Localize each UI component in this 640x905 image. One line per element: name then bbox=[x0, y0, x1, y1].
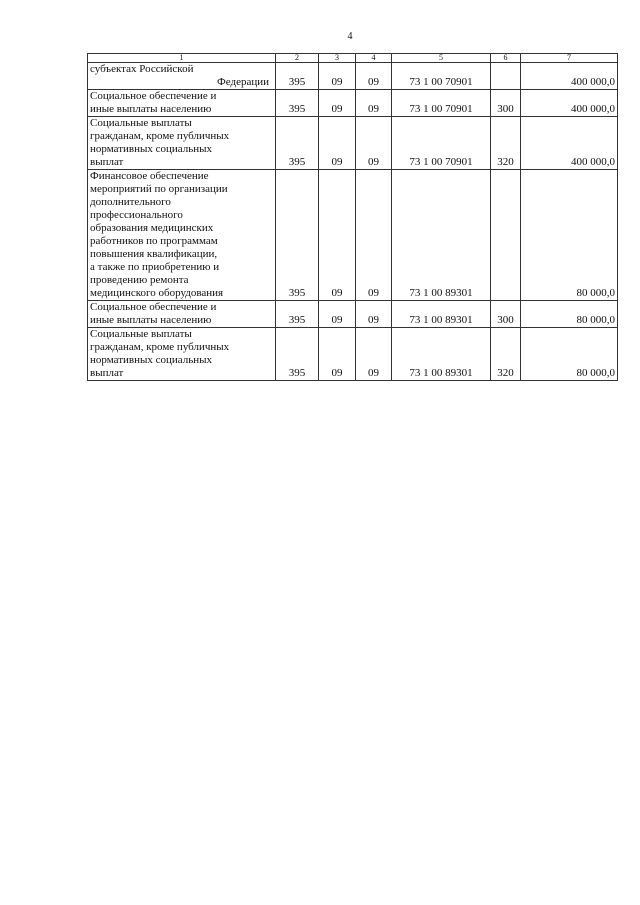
amount-cell: 400 000,0 bbox=[521, 63, 618, 90]
subsection-cell: 09 bbox=[356, 90, 392, 117]
row-name-line: выплат bbox=[90, 156, 124, 168]
header-col-6: 6 bbox=[491, 54, 521, 63]
row-name-line: нормативных социальных bbox=[90, 143, 213, 155]
admin-code-cell: 395 bbox=[276, 63, 319, 90]
table-row bbox=[88, 170, 618, 301]
row-name-line: работников по программам bbox=[90, 235, 218, 247]
row-name-line: повышения квалификации, bbox=[90, 248, 218, 260]
row-name-line: иные выплаты населению bbox=[90, 314, 212, 326]
row-name-line: Социальные выплаты bbox=[90, 328, 192, 340]
header-col-7: 7 bbox=[521, 54, 618, 63]
amount-cell: 80 000,0 bbox=[521, 301, 618, 328]
row-name-line: выплат bbox=[90, 367, 124, 379]
expense-type-cell: 320 bbox=[491, 117, 521, 170]
subsection-cell: 09 bbox=[356, 170, 392, 301]
header-col-5: 5 bbox=[392, 54, 491, 63]
section-cell: 09 bbox=[319, 170, 356, 301]
target-article-cell: 73 1 00 89301 bbox=[392, 301, 491, 328]
row-name-line: проведению ремонта bbox=[90, 274, 189, 286]
admin-code-cell: 395 bbox=[276, 117, 319, 170]
subsection-cell: 09 bbox=[356, 328, 392, 381]
table-row bbox=[88, 63, 618, 90]
row-name-line: мероприятий по организации bbox=[90, 183, 228, 195]
table-header bbox=[88, 54, 618, 63]
header-col-1: 1 bbox=[88, 54, 276, 63]
row-name-line: Финансовое обеспечение bbox=[90, 170, 209, 182]
admin-code-cell: 395 bbox=[276, 301, 319, 328]
row-name-cell bbox=[88, 117, 276, 170]
row-name-line: субъектах Российской bbox=[90, 63, 194, 75]
row-name-line: а также по приобретению и bbox=[90, 261, 220, 273]
target-article-cell: 73 1 00 89301 bbox=[392, 328, 491, 381]
section-cell: 09 bbox=[319, 117, 356, 170]
header-col-3: 3 bbox=[319, 54, 356, 63]
row-name-cell bbox=[88, 63, 276, 90]
row-name-cell bbox=[88, 170, 276, 301]
table-row bbox=[88, 328, 618, 381]
amount-cell: 400 000,0 bbox=[521, 117, 618, 170]
header-row bbox=[88, 54, 618, 63]
target-article-cell: 73 1 00 89301 bbox=[392, 170, 491, 301]
table-row bbox=[88, 301, 618, 328]
expense-type-cell bbox=[491, 170, 521, 301]
section-cell: 09 bbox=[319, 301, 356, 328]
row-name-line: образования медицинских bbox=[90, 222, 214, 234]
table-row bbox=[88, 90, 618, 117]
row-name-line: Социальные выплаты bbox=[90, 117, 192, 129]
section-cell: 09 bbox=[319, 90, 356, 117]
target-article-cell: 73 1 00 70901 bbox=[392, 117, 491, 170]
expense-type-cell: 320 bbox=[491, 328, 521, 381]
section-cell: 09 bbox=[319, 328, 356, 381]
row-name-cell bbox=[88, 90, 276, 117]
row-name-line: Федерации bbox=[217, 76, 269, 88]
section-cell: 09 bbox=[319, 63, 356, 90]
header-col-4: 4 bbox=[356, 54, 392, 63]
row-name-line: дополнительного bbox=[90, 196, 171, 208]
row-name-line: иные выплаты населению bbox=[90, 103, 212, 115]
row-name-line: Социальное обеспечение и bbox=[90, 301, 217, 313]
amount-cell: 400 000,0 bbox=[521, 90, 618, 117]
header-col-2: 2 bbox=[276, 54, 319, 63]
expense-type-cell: 300 bbox=[491, 90, 521, 117]
expense-type-cell bbox=[491, 63, 521, 90]
row-name-cell bbox=[88, 328, 276, 381]
budget-table bbox=[87, 53, 618, 381]
table-row bbox=[88, 117, 618, 170]
subsection-cell: 09 bbox=[356, 301, 392, 328]
admin-code-cell: 395 bbox=[276, 90, 319, 117]
admin-code-cell: 395 bbox=[276, 328, 319, 381]
row-name-line: гражданам, кроме публичных bbox=[90, 341, 230, 353]
row-name-line: Социальное обеспечение и bbox=[90, 90, 217, 102]
row-name-line: медицинского оборудования bbox=[90, 287, 224, 299]
row-name-line: профессионального bbox=[90, 209, 183, 221]
admin-code-cell: 395 bbox=[276, 170, 319, 301]
amount-cell: 80 000,0 bbox=[521, 328, 618, 381]
subsection-cell: 09 bbox=[356, 117, 392, 170]
row-name-line: гражданам, кроме публичных bbox=[90, 130, 230, 142]
row-name-cell bbox=[88, 301, 276, 328]
amount-cell: 80 000,0 bbox=[521, 170, 618, 301]
expense-type-cell: 300 bbox=[491, 301, 521, 328]
subsection-cell: 09 bbox=[356, 63, 392, 90]
page-number: 4 bbox=[347, 31, 353, 42]
table-body bbox=[88, 63, 618, 381]
target-article-cell: 73 1 00 70901 bbox=[392, 63, 491, 90]
row-name-line: нормативных социальных bbox=[90, 354, 213, 366]
target-article-cell: 73 1 00 70901 bbox=[392, 90, 491, 117]
